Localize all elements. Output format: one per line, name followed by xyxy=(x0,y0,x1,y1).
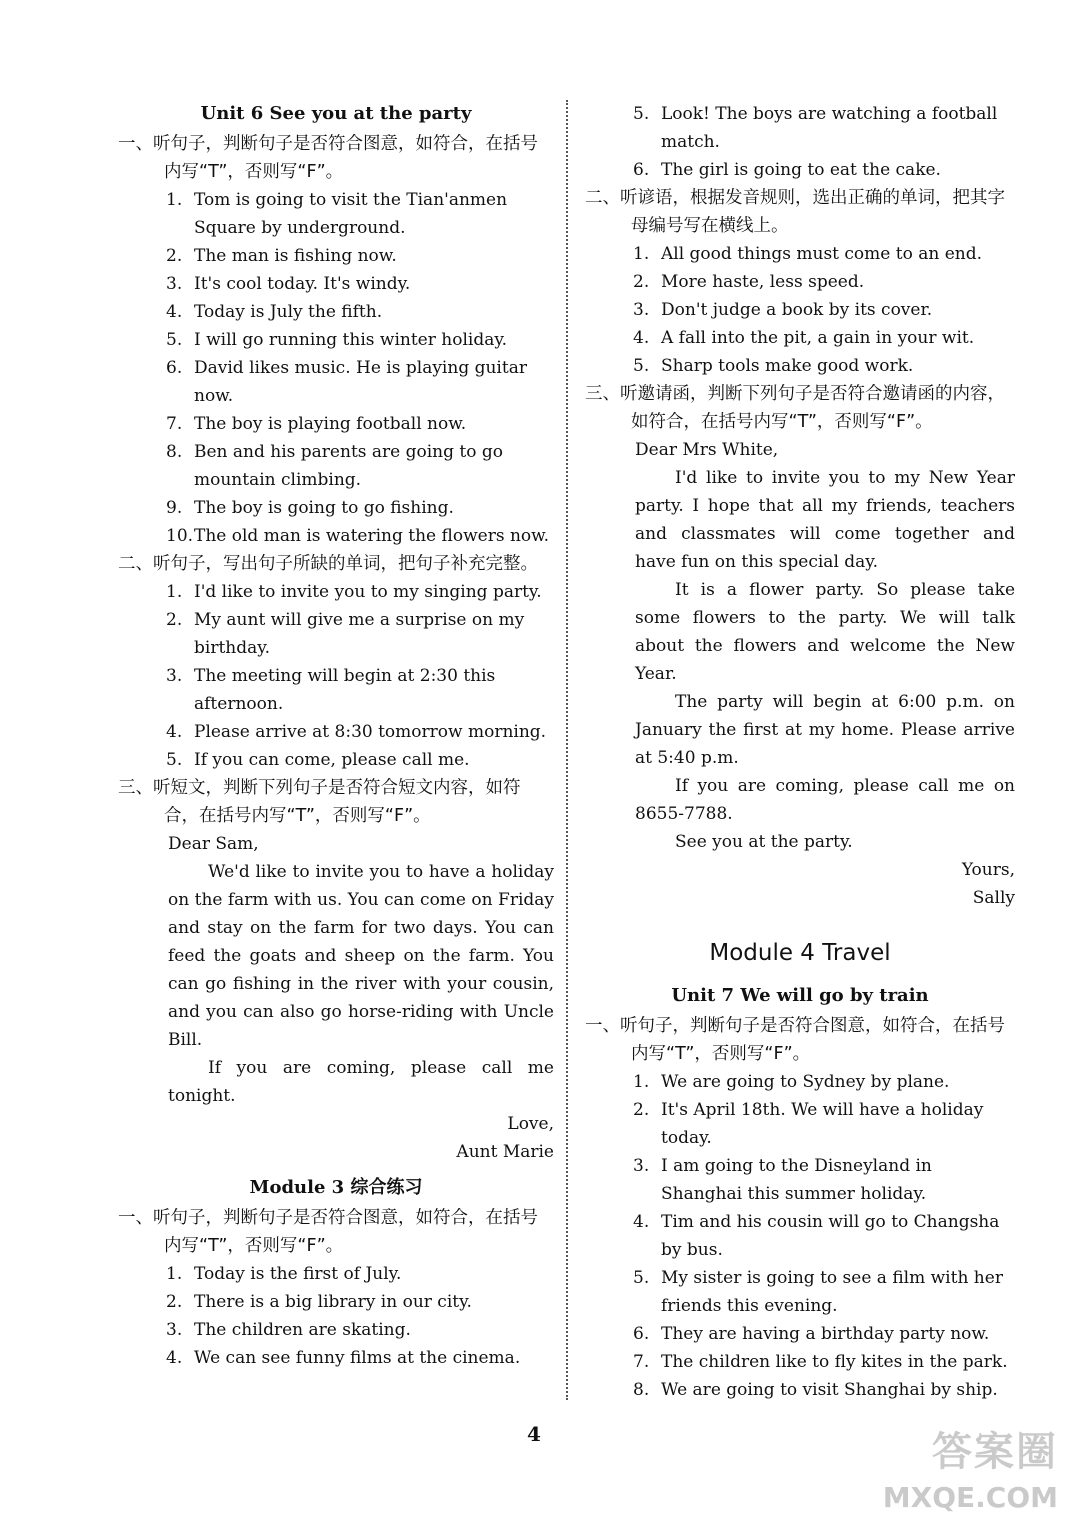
item-number: 4. xyxy=(633,328,650,348)
item-number: 3. xyxy=(166,666,183,686)
list-item xyxy=(118,746,554,774)
list-item xyxy=(118,242,554,270)
unit6-section2-heading: 二、听句子，写出句子所缺的单词，把句子补充完整。 xyxy=(118,554,538,574)
item-text: The man is fishing now. xyxy=(194,246,397,266)
item-text: There is a big library in our city. xyxy=(194,1292,472,1312)
list-item xyxy=(118,270,554,298)
item-number: 5. xyxy=(633,1268,650,1288)
unit6-section2-list xyxy=(118,578,554,774)
module3-section1-list xyxy=(118,1260,554,1372)
item-number: 1. xyxy=(166,1264,183,1284)
item-number: 4. xyxy=(633,1212,650,1232)
item-text: I will go running this winter holiday. xyxy=(194,330,508,350)
unit7-section1-heading: 一、听句子，判断句子是否符合图意，如符合，在括号内写“T”，否则写“F”。 xyxy=(585,1016,1005,1064)
left-column xyxy=(118,100,554,1372)
item-number: 5. xyxy=(633,104,650,124)
item-text: It's cool today. It's windy. xyxy=(194,274,411,294)
list-item xyxy=(118,522,554,550)
list-item xyxy=(585,1096,1015,1152)
item-text: It's April 18th. We will have a holiday today. xyxy=(661,1100,984,1148)
item-text: The girl is going to eat the cake. xyxy=(661,160,941,180)
unit7-section1-list xyxy=(585,1068,1015,1404)
item-text: Tom is going to visit the Tian'anmen Square by underground. xyxy=(194,190,508,238)
list-item xyxy=(118,1316,554,1344)
unit7-title: Unit 7 We will go by train xyxy=(671,985,929,1006)
item-text: Ben and his parents are going to go mountain climbing. xyxy=(194,442,504,490)
column-divider xyxy=(566,100,568,1400)
item-text: We can see funny films at the cinema. xyxy=(194,1348,521,1368)
item-number: 5. xyxy=(166,330,183,350)
item-text: The boy is playing football now. xyxy=(194,414,467,434)
item-text: Please arrive at 8:30 tomorrow morning. xyxy=(194,722,547,742)
list-item xyxy=(118,298,554,326)
item-text: I am going to the Disneyland in Shanghai this summer holiday. xyxy=(661,1156,932,1204)
list-item xyxy=(585,324,1015,352)
unit6-section3-heading: 三、听短文，判断下列句子是否符合短文内容，如符合，在括号内写“T”，否则写“F”。 xyxy=(118,778,521,826)
item-text: The boy is going to go fishing. xyxy=(194,498,454,518)
module3-section3-heading: 三、听邀请函，判断下列句子是否符合邀请函的内容，如符合，在括号内写“T”，否则写“F”。 xyxy=(585,384,1005,432)
list-item xyxy=(585,1068,1015,1096)
item-number: 7. xyxy=(633,1352,650,1372)
item-text: We are going to visit Shanghai by ship. xyxy=(661,1380,998,1400)
item-number: 4. xyxy=(166,302,183,322)
module3-section2-list xyxy=(585,240,1015,380)
item-text: The children are skating. xyxy=(194,1320,411,1340)
item-number: 3. xyxy=(166,274,183,294)
page-number: 4 xyxy=(527,1422,541,1446)
item-number: 4. xyxy=(166,1348,183,1368)
list-item xyxy=(118,578,554,606)
list-item xyxy=(118,662,554,718)
letter-paragraph: The party will begin at 6:00 p.m. on January the first at my home. Please arrive at 5:40 p.m. xyxy=(635,692,1015,768)
item-text: The old man is watering the flowers now. xyxy=(194,526,550,546)
letter-paragraph: See you at the party. xyxy=(675,832,853,852)
item-number: 3. xyxy=(633,300,650,320)
item-text: The meeting will begin at 2:30 this afternoon. xyxy=(194,666,496,714)
item-text: I'd like to invite you to my singing party. xyxy=(194,582,542,602)
item-number: 2. xyxy=(166,246,183,266)
unit6-section1-list xyxy=(118,186,554,550)
letter-paragraph: If you are coming, please call me tonight. xyxy=(168,1058,554,1106)
item-number: 6. xyxy=(166,358,183,378)
list-item xyxy=(118,494,554,522)
item-number: 4. xyxy=(166,722,183,742)
item-number: 8. xyxy=(166,442,183,462)
item-text: My aunt will give me a surprise on my birthday. xyxy=(194,610,525,658)
module3-title: Module 3 综合练习 xyxy=(249,1177,423,1198)
item-text: We are going to Sydney by plane. xyxy=(661,1072,950,1092)
item-number: 2. xyxy=(166,610,183,630)
unit6-title: Unit 6 See you at the party xyxy=(200,103,472,124)
item-number: 2. xyxy=(633,1100,650,1120)
letter-closing: Yours, xyxy=(961,860,1015,880)
module3-section2-heading: 二、听谚语，根据发音规则，选出正确的单词，把其字母编号写在横线上。 xyxy=(585,188,1005,236)
letter-greeting: Dear Sam, xyxy=(168,834,259,854)
list-item xyxy=(585,240,1015,268)
unit6-section1-heading: 一、听句子，判断句子是否符合图意，如符合，在括号内写“T”，否则写“F”。 xyxy=(118,134,538,182)
item-text: Look! The boys are watching a football match. xyxy=(661,104,998,152)
list-item xyxy=(585,352,1015,380)
item-text: They are having a birthday party now. xyxy=(661,1324,990,1344)
list-item xyxy=(118,354,554,410)
letter-paragraph: It is a flower party. So please take some flowers to the party. We will talk about the flowers and welcome the New Year. xyxy=(635,580,1015,684)
item-number: 1. xyxy=(166,190,183,210)
item-number: 2. xyxy=(633,272,650,292)
item-text: A fall into the pit, a gain in your wit. xyxy=(661,328,975,348)
letter-paragraph: I'd like to invite you to my New Year party. I hope that all my friends, teachers and classmates will come together and have fun on this special day. xyxy=(635,468,1015,572)
list-item xyxy=(585,1264,1015,1320)
watermark-text: 答案圈 xyxy=(932,1429,1058,1475)
item-text: Sharp tools make good work. xyxy=(661,356,914,376)
item-text: David likes music. He is playing guitar now. xyxy=(194,358,527,406)
item-text: All good things must come to an end. xyxy=(661,244,982,264)
list-item xyxy=(585,1320,1015,1348)
letter-paragraph: We'd like to invite you to have a holiday on the farm with us. You can come on Friday and stay on the farm for two days. You can feed the goats and sheep on the farm. You can go fishing in the river with your cousin, and you can also go horse-riding with Uncle Bill. xyxy=(168,862,554,1050)
list-item xyxy=(118,1344,554,1372)
watermark-url: MXQE.COM xyxy=(882,1481,1058,1514)
item-number: 3. xyxy=(166,1320,183,1340)
list-item xyxy=(585,296,1015,324)
module3-section1-heading: 一、听句子，判断句子是否符合图意，如符合，在括号内写“T”，否则写“F”。 xyxy=(118,1208,538,1256)
list-item xyxy=(585,1376,1015,1404)
item-number: 6. xyxy=(633,160,650,180)
item-text: Today is July the fifth. xyxy=(194,302,383,322)
list-item xyxy=(118,718,554,746)
letter-signature: Sally xyxy=(972,888,1015,908)
list-item xyxy=(585,1208,1015,1264)
item-number: 6. xyxy=(633,1324,650,1344)
item-text: More haste, less speed. xyxy=(661,272,865,292)
list-item xyxy=(118,186,554,242)
item-number: 1. xyxy=(166,582,183,602)
item-number: 2. xyxy=(166,1292,183,1312)
item-number: 1. xyxy=(633,1072,650,1092)
letter-greeting: Dear Mrs White, xyxy=(635,440,779,460)
list-item xyxy=(585,156,1015,184)
list-item xyxy=(118,1260,554,1288)
list-item xyxy=(118,1288,554,1316)
list-item xyxy=(118,326,554,354)
letter-signature: Aunt Marie xyxy=(456,1142,554,1162)
item-text: The children like to fly kites in the park. xyxy=(661,1352,1008,1372)
module4-title: Module 4 Travel xyxy=(709,940,891,966)
item-number: 3. xyxy=(633,1156,650,1176)
item-number: 9. xyxy=(166,498,183,518)
list-item xyxy=(585,1152,1015,1208)
item-number: 5. xyxy=(166,750,183,770)
list-item xyxy=(585,100,1015,156)
item-text: If you can come, please call me. xyxy=(194,750,470,770)
letter-paragraph: If you are coming, please call me on 8655-7788. xyxy=(635,776,1015,824)
list-item xyxy=(585,268,1015,296)
item-text: Tim and his cousin will go to Changsha by bus. xyxy=(661,1212,1000,1260)
item-number: 1. xyxy=(633,244,650,264)
right-column xyxy=(585,100,1015,1404)
item-number: 5. xyxy=(633,356,650,376)
item-number: 7. xyxy=(166,414,183,434)
watermark-logo xyxy=(858,1420,1058,1530)
item-text: Don't judge a book by its cover. xyxy=(661,300,933,320)
item-number: 8. xyxy=(633,1380,650,1400)
item-text: Today is the first of July. xyxy=(194,1264,402,1284)
list-item xyxy=(118,410,554,438)
item-number: 10. xyxy=(166,526,194,546)
list-item xyxy=(118,438,554,494)
letter-closing: Love, xyxy=(507,1114,554,1134)
module3-section1-list-cont xyxy=(585,100,1015,184)
list-item xyxy=(118,606,554,662)
item-text: My sister is going to see a film with her friends this evening. xyxy=(661,1268,1003,1316)
list-item xyxy=(585,1348,1015,1376)
